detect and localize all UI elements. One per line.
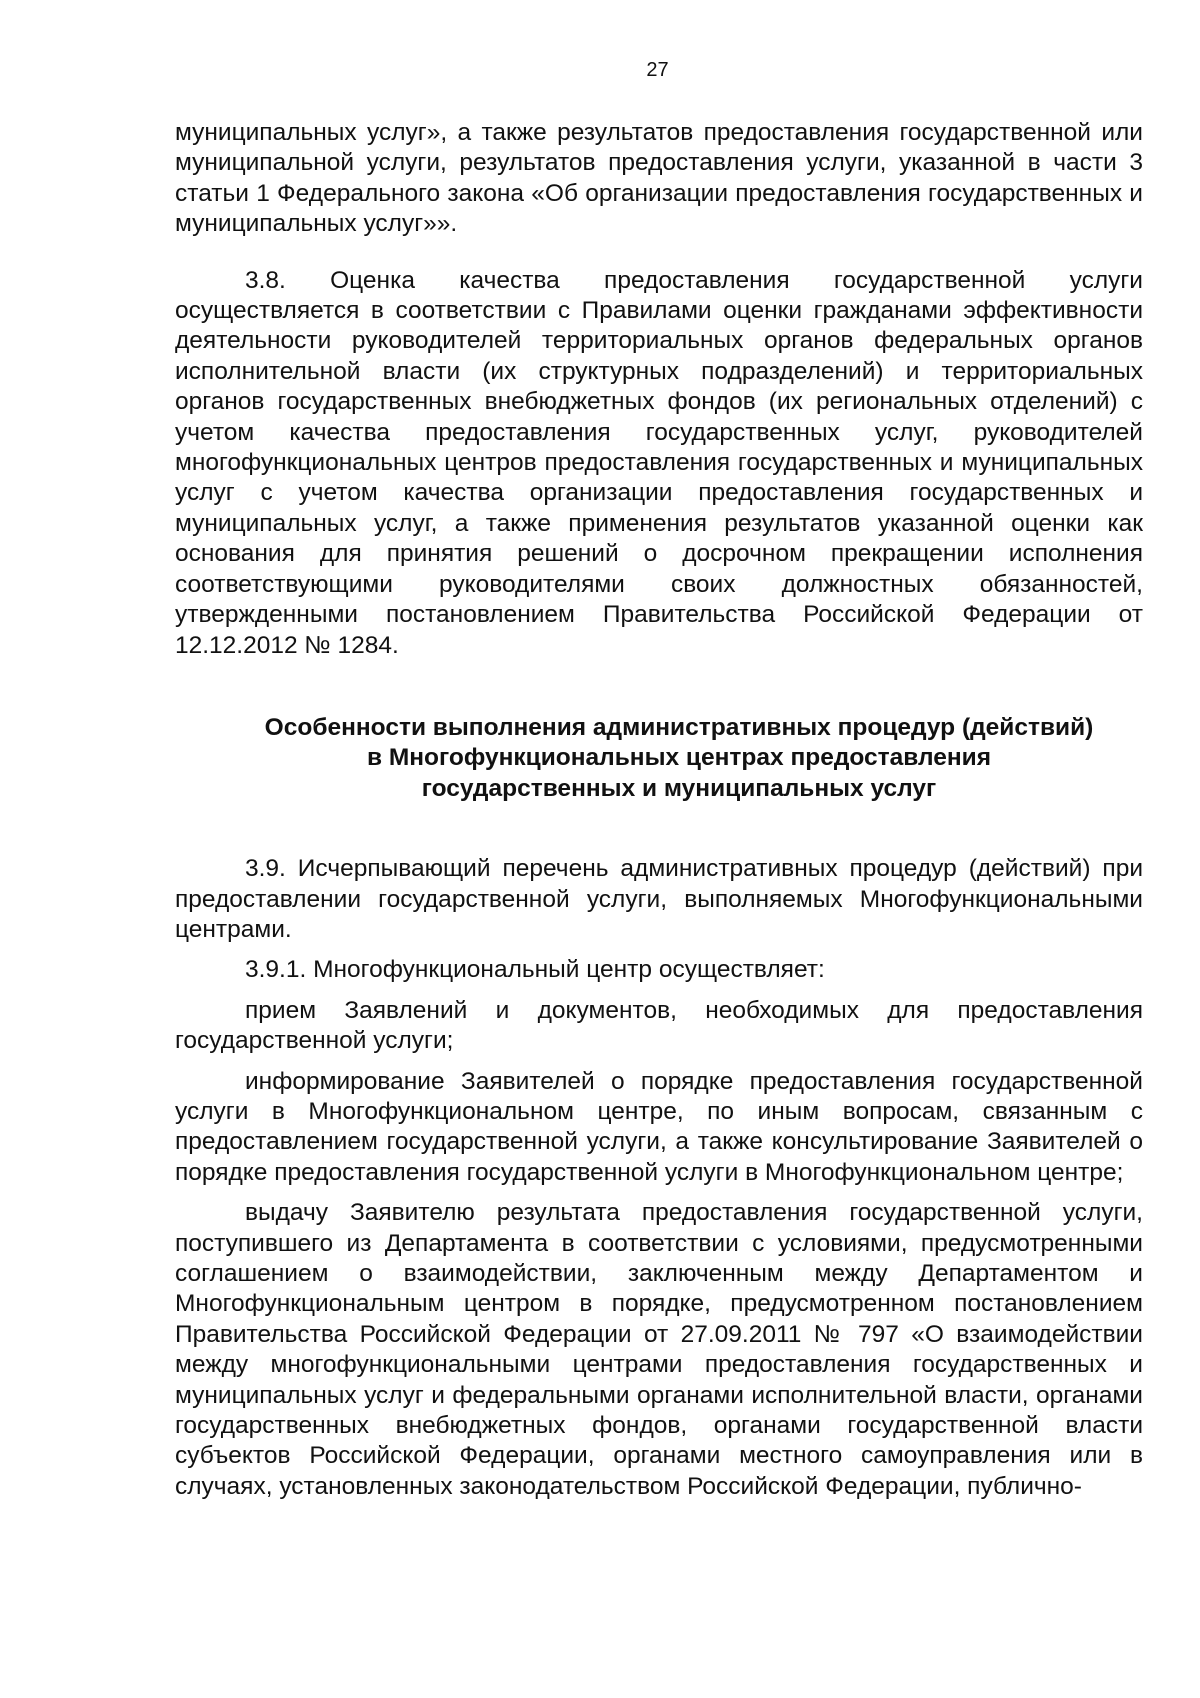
page-number: 27: [646, 59, 669, 81]
section-heading-line-2: в Многофункциональных центрах предоставления: [366, 744, 992, 772]
section-heading-line-1: Особенности выполнения административных процедур (действий): [264, 713, 1094, 741]
paragraph-3-9: 3.9. Исчерпывающий перечень административных процедур (действий) при предоставлении государственной услуги, выполняемых Многофункциональными центрами.: [175, 855, 1143, 943]
list-item-issuance: выдачу Заявителю результата предоставления государственной услуги, поступившего из Департамента в соответствии с условиями, предусмотренными соглашением о взаимодействии, заключенным между Департаментом и Многофункциональным центром в порядке, предусмотренном постановлением Правительства Российской Федерации от 27.09.2011 № 797 «О взаимодействии между многофункциональными центрами предоставления государственных и муниципальных услуг и федеральными органами исполнительной власти, органами государственных внебюджетных фондов, органами государственной власти субъектов Российской Федерации, органами местного самоуправления или в случаях, установленных законодательством Российской Федерации, публично-: [175, 1199, 1143, 1500]
document-body: [175, 118, 1143, 1502]
section-heading-line-3: государственных и муниципальных услуг: [421, 774, 937, 802]
section-heading: [175, 713, 1143, 804]
paragraph-3-9-1: 3.9.1. Многофункциональный центр осуществляет:: [245, 956, 825, 984]
list-item-informing: информирование Заявителей о порядке предоставления государственной услуги в Многофункциональном центре, по иным вопросам, связанным с предоставлением государственной услуги, а также консультирование Заявителей о порядке предоставления государственной услуги в Многофункциональном центре;: [175, 1067, 1143, 1186]
paragraph-continuation: муниципальных услуг», а также результатов предоставления государственной или муниципальной услуги, результатов предоставления услуги, указанной в части 3 статьи 1 Федерального закона «Об организации предоставления государственных и муниципальных услуг»».: [175, 119, 1143, 238]
list-item-reception: прием Заявлений и документов, необходимых для предоставления государственной услуги;: [175, 996, 1143, 1055]
paragraph-3-8: 3.8. Оценка качества предоставления государственной услуги осуществляется в соответствии с Правилами оценки гражданами эффективности деятельности руководителей территориальных органов федеральных органов исполнительной власти (их структурных подразделений) и территориальных органов государственных внебюджетных фондов (их региональных отделений) с учетом качества предоставления государственных услуг, руководителей многофункциональных центров предоставления государственных и муниципальных услуг с учетом качества организации предоставления государственных и муниципальных услуг, а также применения результатов указанной оценки как основания для принятия решений о досрочном прекращении исполнения соответствующими руководителями своих должностных обязанностей, утвержденными постановлением Правительства Российской Федерации от 12.12.2012 № 1284.: [175, 266, 1143, 659]
